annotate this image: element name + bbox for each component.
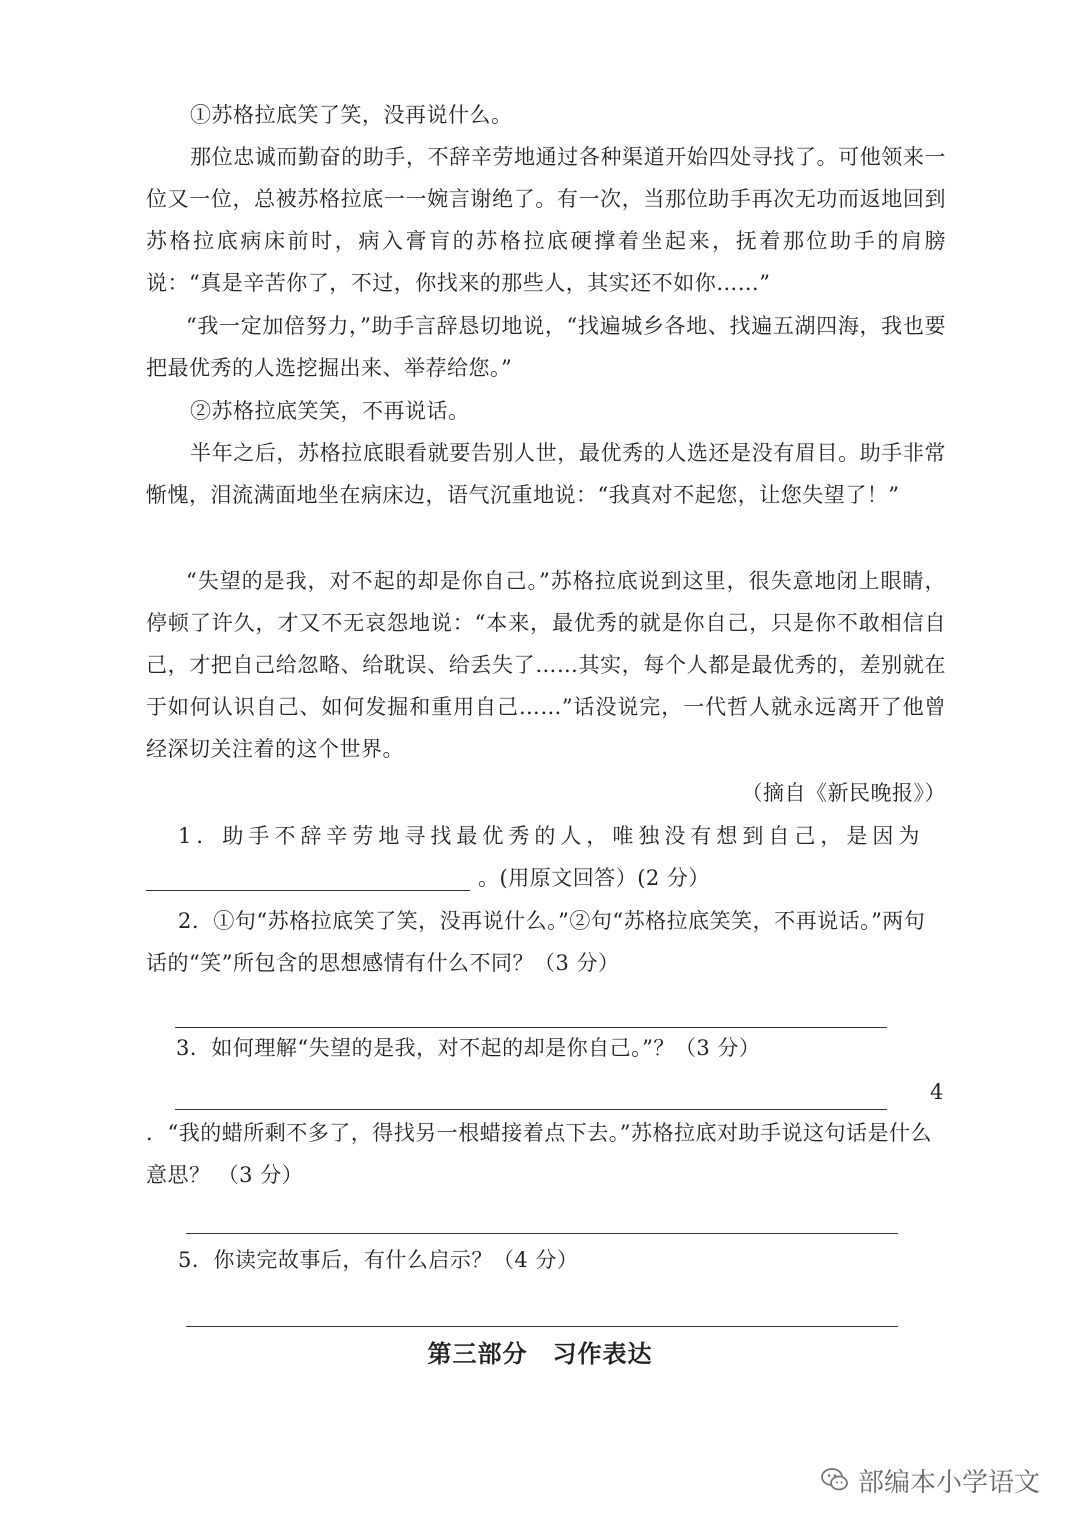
paragraph-4: ②苏格拉底笑笑，不再说话。: [190, 399, 470, 423]
source-citation: （摘自《新民晚报》）: [741, 781, 946, 805]
question-1-instruction: 。(用原文回答）(2 分）: [478, 866, 710, 890]
paragraph-3: “我一定加倍努力，”助手言辞恳切地说，“找遍城乡各地、找遍五湖四海，我也要把最优秀的人选挖掘出来、举荐给您。”: [146, 314, 946, 380]
question-4-answer-line[interactable]: [186, 1233, 898, 1234]
paragraph-5: 半年之后，苏格拉底眼看就要告别人世，最优秀的人选还是没有眉目。助手非常惭愧，泪流满面地坐在病床边，语气沉重地说：“我真对不起您，让您失望了！”: [146, 441, 946, 507]
question-5-answer-line[interactable]: [186, 1326, 898, 1327]
question-1: [146, 815, 946, 857]
paragraph-2: 那位忠诚而勤奋的助手，不辞辛劳地通过各种渠道开始四处寻找了。可他领来一位又一位，总被苏格拉底一一婉言谢绝了。有一次，当那位助手再次无功而返地回到苏格拉底病床前时，病入膏肓的苏格拉底硬撑着坐起来，抚着那位助手的肩膀说：“真是辛苦你了，不过，你找来的那些人，其实还不如你……”: [146, 145, 946, 295]
paragraph-1: ①苏格拉底笑了笑，没再说什么。: [190, 103, 513, 127]
watermark: [820, 1455, 1040, 1505]
question-4-number: 4: [930, 1080, 944, 1104]
question-4: ．“我的蜡所剩不多了，得找另一根蜡接着点下去。”苏格拉底对助手说这句话是什么意思？ （3 分）: [146, 1121, 932, 1187]
section-heading: 第三部分 习作表达: [427, 1340, 653, 1368]
question-3: 3．如何理解“失望的是我，对不起的却是你自己。”？（3 分）: [176, 1036, 761, 1060]
question-2: 2．①句“苏格拉底笑了笑，没再说什么。”②句“苏格拉底笑笑，不再说话。”两句话的“笑”所包含的思想感情有什么不同？（3 分）: [146, 909, 926, 975]
question-1-text: 1．助手不辞辛劳地寻找最优秀的人，唯独没有想到自己，是因为: [178, 824, 925, 848]
question-5: 5．你读完故事后，有什么启示？（4 分）: [178, 1248, 579, 1272]
watermark-text: 部编本小学语文: [858, 1467, 1041, 1498]
paragraph-6: “失望的是我，对不起的却是你自己。”苏格拉底说到这里，很失意地闭上眼睛，停顿了许久，才又不无哀怨地说：“本来，最优秀的就是你自己，只是你不敢相信自己，才把自己给忽略、给耽误、给丢失了……其实，每个人都是最优秀的，差别就在于如何认识自己、如何发掘和重用自己……”话没说完，一代哲人就永远离开了他曾经深切关注着的这个世界。: [146, 569, 946, 761]
question-1-answer-row: [146, 857, 946, 899]
wechat-icon: [820, 1465, 850, 1495]
question-1-answer-blank[interactable]: [146, 864, 470, 891]
question-3-answer-line[interactable]: [175, 1109, 887, 1110]
